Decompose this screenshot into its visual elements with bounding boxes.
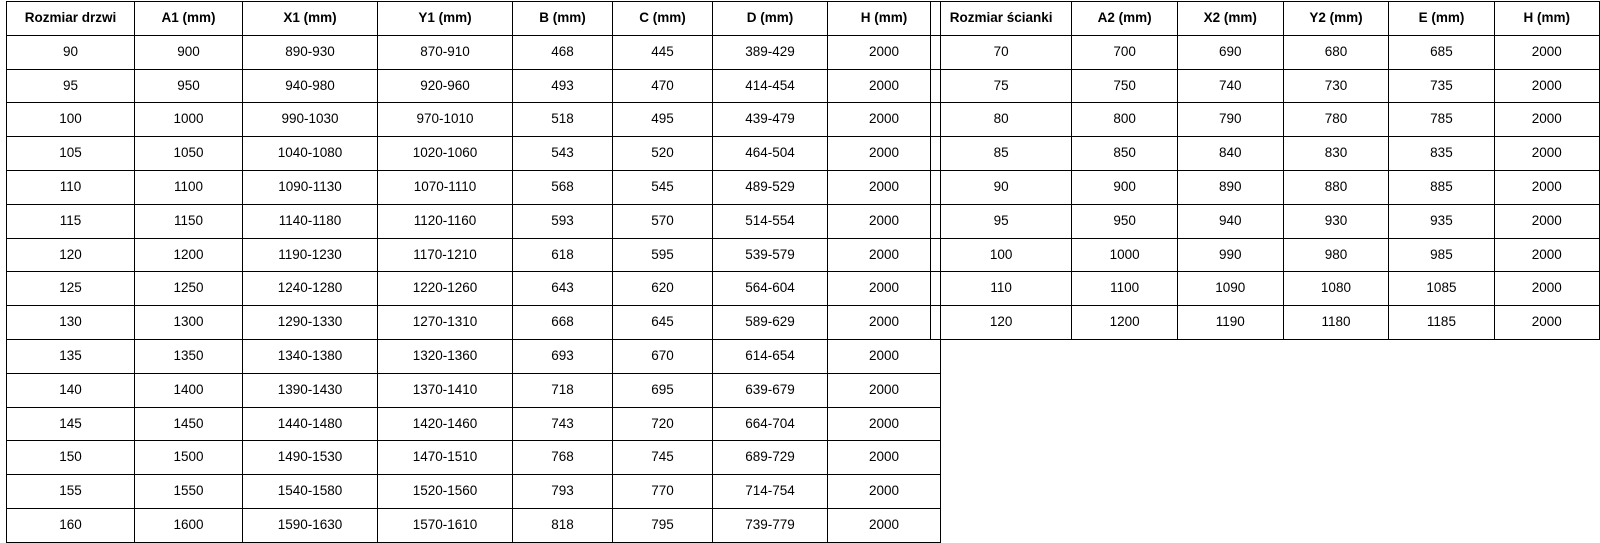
table-cell: 1440-1480 [243,407,378,441]
table-cell: 1540-1580 [243,475,378,509]
table-cell: 520 [613,137,713,171]
table-cell: 1300 [135,306,243,340]
table-cell: 1220-1260 [378,272,513,306]
table-cell: 2000 [1494,35,1599,69]
table-cell: 543 [513,137,613,171]
table-cell: 2000 [828,272,941,306]
table-cell: 1340-1380 [243,339,378,373]
table-row [7,238,941,272]
table-cell: 880 [1283,170,1389,204]
table-cell: 685 [1389,35,1494,69]
table-cell: 155 [7,475,135,509]
table-cell: 643 [513,272,613,306]
table-cell: 125 [7,272,135,306]
table-cell: 1500 [135,441,243,475]
column-header: A2 (mm) [1072,2,1178,36]
table-cell: 735 [1389,69,1494,103]
table-cell: 730 [1283,69,1389,103]
table-cell: 1140-1180 [243,204,378,238]
table-cell: 1450 [135,407,243,441]
table-cell: 1370-1410 [378,373,513,407]
doors-dimensions-table [6,1,941,543]
table-cell: 1170-1210 [378,238,513,272]
table-cell: 1090 [1177,272,1283,306]
table-cell: 935 [1389,204,1494,238]
table-cell: 2000 [828,103,941,137]
table-cell: 1520-1560 [378,475,513,509]
table-cell: 680 [1283,35,1389,69]
column-header: H (mm) [828,2,941,36]
table-cell: 990-1030 [243,103,378,137]
table-cell: 1390-1430 [243,373,378,407]
table-cell: 670 [613,339,713,373]
table-cell: 2000 [828,407,941,441]
table-cell: 1320-1360 [378,339,513,373]
table-row [7,69,941,103]
column-header: Y2 (mm) [1283,2,1389,36]
table-cell: 745 [613,441,713,475]
table-cell: 1470-1510 [378,441,513,475]
table-cell: 120 [931,306,1072,340]
table-cell: 618 [513,238,613,272]
table-cell: 840 [1177,137,1283,171]
table-cell: 900 [1072,170,1178,204]
table-cell: 2000 [1494,69,1599,103]
table-cell: 2000 [1494,137,1599,171]
table-row [931,103,1600,137]
table-cell: 518 [513,103,613,137]
table-row [7,170,941,204]
table-cell: 985 [1389,238,1494,272]
table-cell: 830 [1283,137,1389,171]
table-cell: 115 [7,204,135,238]
table-cell: 2000 [828,508,941,542]
table-cell: 568 [513,170,613,204]
column-header: C (mm) [613,2,713,36]
table-cell: 790 [1177,103,1283,137]
table-cell: 1100 [135,170,243,204]
table-cell: 689-729 [713,441,828,475]
table-cell: 1090-1130 [243,170,378,204]
table-row [931,306,1600,340]
table-cell: 514-554 [713,204,828,238]
column-header: B (mm) [513,2,613,36]
table-cell: 1000 [135,103,243,137]
table-cell: 885 [1389,170,1494,204]
table-cell: 740 [1177,69,1283,103]
table-row [7,407,941,441]
table-cell: 793 [513,475,613,509]
table-cell: 970-1010 [378,103,513,137]
table-cell: 1270-1310 [378,306,513,340]
table-cell: 668 [513,306,613,340]
table-cell: 414-454 [713,69,828,103]
table-cell: 1240-1280 [243,272,378,306]
table-cell: 564-604 [713,272,828,306]
table-cell: 70 [931,35,1072,69]
table-cell: 489-529 [713,170,828,204]
table-cell: 2000 [828,238,941,272]
table-cell: 110 [931,272,1072,306]
table-cell: 714-754 [713,475,828,509]
table-cell: 539-579 [713,238,828,272]
table-row [931,137,1600,171]
table-cell: 95 [931,204,1072,238]
table-cell: 1050 [135,137,243,171]
table-cell: 75 [931,69,1072,103]
table-cell: 495 [613,103,713,137]
table-cell: 589-629 [713,306,828,340]
table-cell: 1070-1110 [378,170,513,204]
table-cell: 835 [1389,137,1494,171]
column-header: A1 (mm) [135,2,243,36]
table-body [931,35,1600,339]
column-header: Rozmiar drzwi [7,2,135,36]
table-cell: 890-930 [243,35,378,69]
table-cell: 2000 [1494,306,1599,340]
table-cell: 614-654 [713,339,828,373]
column-header: H (mm) [1494,2,1599,36]
table-cell: 2000 [1494,272,1599,306]
table-cell: 1200 [135,238,243,272]
table-cell: 1490-1530 [243,441,378,475]
table-cell: 2000 [1494,204,1599,238]
table-cell: 1180 [1283,306,1389,340]
table-cell: 1190 [1177,306,1283,340]
table-cell: 1040-1080 [243,137,378,171]
table-cell: 1400 [135,373,243,407]
table-cell: 160 [7,508,135,542]
table-cell: 1085 [1389,272,1494,306]
table-cell: 718 [513,373,613,407]
table-cell: 890 [1177,170,1283,204]
table-cell: 389-429 [713,35,828,69]
table-cell: 1590-1630 [243,508,378,542]
table-cell: 950 [1072,204,1178,238]
table-cell: 940-980 [243,69,378,103]
table-cell: 695 [613,373,713,407]
table-row [7,35,941,69]
table-cell: 120 [7,238,135,272]
table-cell: 2000 [1494,238,1599,272]
table-cell: 445 [613,35,713,69]
column-header: X1 (mm) [243,2,378,36]
table-cell: 2000 [828,475,941,509]
table-cell: 780 [1283,103,1389,137]
table-cell: 100 [931,238,1072,272]
table-cell: 439-479 [713,103,828,137]
table-cell: 900 [135,35,243,69]
table-cell: 850 [1072,137,1178,171]
table-cell: 700 [1072,35,1178,69]
table-cell: 85 [931,137,1072,171]
table-cell: 464-504 [713,137,828,171]
table-cell: 990 [1177,238,1283,272]
table-cell: 1600 [135,508,243,542]
table-cell: 493 [513,69,613,103]
doors-dimensions-table-container [6,1,941,543]
table-row [931,35,1600,69]
table-cell: 2000 [828,373,941,407]
table-cell: 570 [613,204,713,238]
table-cell: 980 [1283,238,1389,272]
table-cell: 1250 [135,272,243,306]
column-header: E (mm) [1389,2,1494,36]
table-row [7,475,941,509]
table-cell: 1120-1160 [378,204,513,238]
table-cell: 2000 [828,204,941,238]
table-row [931,204,1600,238]
table-cell: 720 [613,407,713,441]
table-cell: 800 [1072,103,1178,137]
table-cell: 95 [7,69,135,103]
table-cell: 770 [613,475,713,509]
table-cell: 2000 [828,35,941,69]
walls-dimensions-table-container [930,1,1600,340]
table-cell: 1150 [135,204,243,238]
table-cell: 930 [1283,204,1389,238]
table-cell: 2000 [828,170,941,204]
table-cell: 2000 [828,339,941,373]
table-cell: 1420-1460 [378,407,513,441]
table-cell: 595 [613,238,713,272]
table-cell: 90 [7,35,135,69]
table-cell: 1020-1060 [378,137,513,171]
table-cell: 639-679 [713,373,828,407]
walls-dimensions-table [930,1,1600,340]
table-row [931,238,1600,272]
table-cell: 2000 [1494,170,1599,204]
table-cell: 1080 [1283,272,1389,306]
table-cell: 100 [7,103,135,137]
table-cell: 785 [1389,103,1494,137]
table-cell: 593 [513,204,613,238]
table-cell: 664-704 [713,407,828,441]
table-row [931,272,1600,306]
table-body [7,35,941,542]
table-cell: 2000 [828,137,941,171]
table-cell: 140 [7,373,135,407]
table-cell: 2000 [828,69,941,103]
table-cell: 145 [7,407,135,441]
table-cell: 940 [1177,204,1283,238]
table-cell: 818 [513,508,613,542]
table-cell: 135 [7,339,135,373]
table-cell: 150 [7,441,135,475]
table-row [931,170,1600,204]
table-cell: 1000 [1072,238,1178,272]
table-cell: 468 [513,35,613,69]
table-cell: 1100 [1072,272,1178,306]
table-cell: 1185 [1389,306,1494,340]
table-row [7,204,941,238]
table-cell: 130 [7,306,135,340]
table-cell: 2000 [1494,103,1599,137]
table-row [7,103,941,137]
table-row [7,306,941,340]
table-cell: 768 [513,441,613,475]
table-row [7,272,941,306]
table-cell: 2000 [828,306,941,340]
table-cell: 470 [613,69,713,103]
table-cell: 920-960 [378,69,513,103]
table-cell: 645 [613,306,713,340]
table-cell: 1570-1610 [378,508,513,542]
table-cell: 1200 [1072,306,1178,340]
table-cell: 739-779 [713,508,828,542]
table-row [931,69,1600,103]
table-cell: 90 [931,170,1072,204]
table-cell: 743 [513,407,613,441]
table-row [7,137,941,171]
table-row [7,373,941,407]
table-cell: 1550 [135,475,243,509]
column-header: X2 (mm) [1177,2,1283,36]
table-cell: 870-910 [378,35,513,69]
table-cell: 110 [7,170,135,204]
column-header: Y1 (mm) [378,2,513,36]
table-header-row [7,2,941,36]
table-row [7,441,941,475]
table-row [7,339,941,373]
table-cell: 80 [931,103,1072,137]
table-cell: 2000 [828,441,941,475]
table-cell: 690 [1177,35,1283,69]
column-header: D (mm) [713,2,828,36]
column-header: Rozmiar ścianki [931,2,1072,36]
table-cell: 545 [613,170,713,204]
table-header-row [931,2,1600,36]
table-cell: 795 [613,508,713,542]
table-cell: 1190-1230 [243,238,378,272]
table-cell: 105 [7,137,135,171]
table-cell: 620 [613,272,713,306]
table-cell: 1290-1330 [243,306,378,340]
table-cell: 1350 [135,339,243,373]
table-cell: 693 [513,339,613,373]
table-cell: 750 [1072,69,1178,103]
table-cell: 950 [135,69,243,103]
